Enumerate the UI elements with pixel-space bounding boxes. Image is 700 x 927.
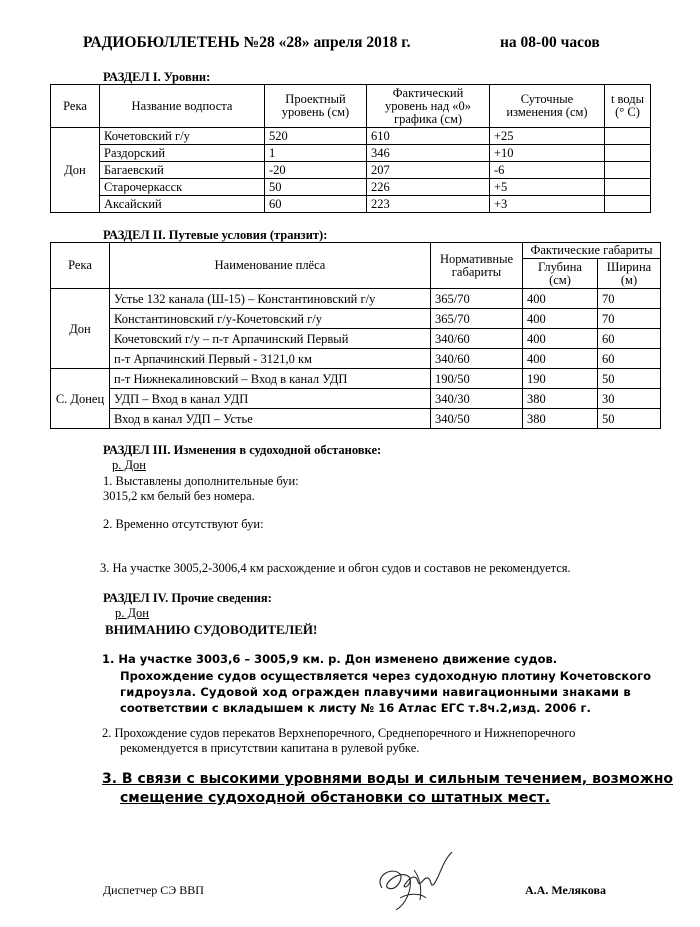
table-row bbox=[51, 196, 651, 213]
section4-item1-head: 1. На участке 3003,6 – 3005,9 км. р. Дон изменено движение судов. bbox=[102, 652, 558, 666]
reach-cell: Константиновский г/у-Кочетовский г/у bbox=[110, 309, 431, 329]
section4-item3-line2: смещение судоходной обстановки со штатных мест. bbox=[120, 790, 551, 806]
post-cell: Старочеркасск bbox=[100, 179, 265, 196]
normative-cell: 365/70 bbox=[431, 289, 523, 309]
header-water-temp: t воды (° С) bbox=[605, 85, 651, 128]
daily-cell: -6 bbox=[490, 162, 605, 179]
width-cell: 50 bbox=[598, 409, 661, 429]
levels-header-row bbox=[51, 85, 651, 128]
reach-cell: Устье 132 канала (Ш-15) – Константиновский г/у bbox=[110, 289, 431, 309]
post-cell: Раздорский bbox=[100, 145, 265, 162]
width-cell: 70 bbox=[598, 309, 661, 329]
depth-cell: 400 bbox=[523, 349, 598, 369]
river-cell: Дон bbox=[51, 128, 100, 213]
section4-item3-line1: 3. В связи с высокими уровнями воды и сильным течением, возможно bbox=[102, 771, 673, 787]
depth-cell: 400 bbox=[523, 329, 598, 349]
table-row bbox=[51, 369, 661, 389]
river-cell: Дон bbox=[51, 289, 110, 369]
header-actual-level: Фактический уровень над «0» графика (см) bbox=[367, 85, 490, 128]
width-cell: 30 bbox=[598, 389, 661, 409]
depth-cell: 190 bbox=[523, 369, 598, 389]
width-cell: 60 bbox=[598, 349, 661, 369]
temp-cell bbox=[605, 196, 651, 213]
width-cell: 50 bbox=[598, 369, 661, 389]
header-post: Название водпоста bbox=[100, 85, 265, 128]
design-cell: 60 bbox=[265, 196, 367, 213]
depth-cell: 380 bbox=[523, 389, 598, 409]
section4-item1-line: гидроузла. Судовой ход огражден плавучими навигационными знаками в bbox=[120, 685, 631, 699]
header-width: Ширина (м) bbox=[598, 259, 661, 289]
actual-cell: 207 bbox=[367, 162, 490, 179]
route-header-row bbox=[51, 243, 661, 259]
header-daily-change: Суточные изменения (см) bbox=[490, 85, 605, 128]
table-row bbox=[51, 179, 651, 196]
reach-cell: п-т Арпачинский Первый - 3121,0 км bbox=[110, 349, 431, 369]
temp-cell bbox=[605, 128, 651, 145]
section4-item2-line2: рекомендуется в присутствии капитана в рулевой рубке. bbox=[120, 741, 420, 755]
depth-cell: 380 bbox=[523, 409, 598, 429]
daily-cell: +25 bbox=[490, 128, 605, 145]
table-row bbox=[51, 128, 651, 145]
table-row bbox=[51, 162, 651, 179]
levels-table bbox=[50, 84, 651, 213]
daily-cell: +10 bbox=[490, 145, 605, 162]
design-cell: 50 bbox=[265, 179, 367, 196]
actual-cell: 610 bbox=[367, 128, 490, 145]
reach-cell: Вход в канал УДП – Устье bbox=[110, 409, 431, 429]
section3-river: р. Дон bbox=[112, 458, 146, 472]
table-row bbox=[51, 309, 661, 329]
dispatcher-name: А.А. Мелякова bbox=[525, 883, 606, 897]
header-river: Река bbox=[51, 85, 100, 128]
section3-item3: 3. На участке 3005,2-3006,4 км расхождение и обгон судов и составов не рекомендуется. bbox=[100, 561, 571, 575]
section4-title: РАЗДЕЛ IV. Прочие сведения: bbox=[103, 591, 272, 605]
bulletin-time: на 08-00 часов bbox=[500, 34, 600, 51]
attention-heading: ВНИМАНИЮ СУДОВОДИТЕЛЕЙ! bbox=[105, 622, 318, 637]
design-cell: 1 bbox=[265, 145, 367, 162]
dispatcher-position: Диспетчер СЭ ВВП bbox=[103, 883, 204, 897]
header-depth: Глубина (см) bbox=[523, 259, 598, 289]
header-design-level: Проектный уровень (см) bbox=[265, 85, 367, 128]
section4-item1-line: соответствии с вкладышем к листу № 16 Атлас ЕГС т.8ч.2,изд. 2006 г. bbox=[120, 701, 591, 715]
bulletin-title bbox=[83, 34, 600, 52]
width-cell: 60 bbox=[598, 329, 661, 349]
normative-cell: 340/60 bbox=[431, 349, 523, 369]
section2-title: РАЗДЕЛ II. Путевые условия (транзит): bbox=[103, 228, 328, 242]
header-actual-dimensions: Фактические габариты bbox=[523, 243, 661, 259]
temp-cell bbox=[605, 145, 651, 162]
post-cell: Багаевский bbox=[100, 162, 265, 179]
temp-cell bbox=[605, 179, 651, 196]
table-row bbox=[51, 289, 661, 309]
width-cell: 70 bbox=[598, 289, 661, 309]
actual-cell: 223 bbox=[367, 196, 490, 213]
signature-icon bbox=[370, 848, 460, 913]
design-cell: 520 bbox=[265, 128, 367, 145]
table-row bbox=[51, 389, 661, 409]
actual-cell: 226 bbox=[367, 179, 490, 196]
table-row bbox=[51, 329, 661, 349]
river-cell: С. Донец bbox=[51, 369, 110, 429]
reach-cell: УДП – Вход в канал УДП bbox=[110, 389, 431, 409]
route-table bbox=[50, 242, 661, 429]
section3-title: РАЗДЕЛ III. Изменения в судоходной обстановке: bbox=[103, 443, 382, 457]
section4-item1-line: Прохождение судов осуществляется через судоходную плотину Кочетовского bbox=[120, 669, 652, 683]
bulletin-title-text: РАДИОБЮЛЛЕТЕНЬ №28 «28» апреля 2018 г. bbox=[83, 34, 411, 51]
header-river: Река bbox=[51, 243, 110, 289]
reach-cell: Кочетовский г/у – п-т Арпачинский Первый bbox=[110, 329, 431, 349]
section1-title: РАЗДЕЛ I. Уровни: bbox=[103, 70, 211, 84]
normative-cell: 340/50 bbox=[431, 409, 523, 429]
normative-cell: 190/50 bbox=[431, 369, 523, 389]
post-cell: Аксайский bbox=[100, 196, 265, 213]
reach-cell: п-т Нижнекалиновский – Вход в канал УДП bbox=[110, 369, 431, 389]
daily-cell: +5 bbox=[490, 179, 605, 196]
table-row bbox=[51, 349, 661, 369]
header-reach: Наименование плёса bbox=[110, 243, 431, 289]
actual-cell: 346 bbox=[367, 145, 490, 162]
daily-cell: +3 bbox=[490, 196, 605, 213]
section3-item1-detail: 3015,2 км белый без номера. bbox=[103, 489, 255, 503]
post-cell: Кочетовский г/у bbox=[100, 128, 265, 145]
section3-item2: 2. Временно отсутствуют буи: bbox=[103, 517, 264, 531]
depth-cell: 400 bbox=[523, 309, 598, 329]
section3-item1: 1. Выставлены дополнительные буи: bbox=[103, 474, 299, 488]
section4-item1-body bbox=[120, 668, 652, 716]
section4-river: р. Дон bbox=[115, 606, 149, 620]
depth-cell: 400 bbox=[523, 289, 598, 309]
normative-cell: 340/30 bbox=[431, 389, 523, 409]
header-normative: Нормативные габариты bbox=[431, 243, 523, 289]
section4-item2-line1: 2. Прохождение судов перекатов Верхнепоречного, Среднепоречного и Нижнепоречного bbox=[102, 726, 576, 740]
normative-cell: 365/70 bbox=[431, 309, 523, 329]
table-row bbox=[51, 145, 651, 162]
temp-cell bbox=[605, 162, 651, 179]
design-cell: -20 bbox=[265, 162, 367, 179]
table-row bbox=[51, 409, 661, 429]
normative-cell: 340/60 bbox=[431, 329, 523, 349]
